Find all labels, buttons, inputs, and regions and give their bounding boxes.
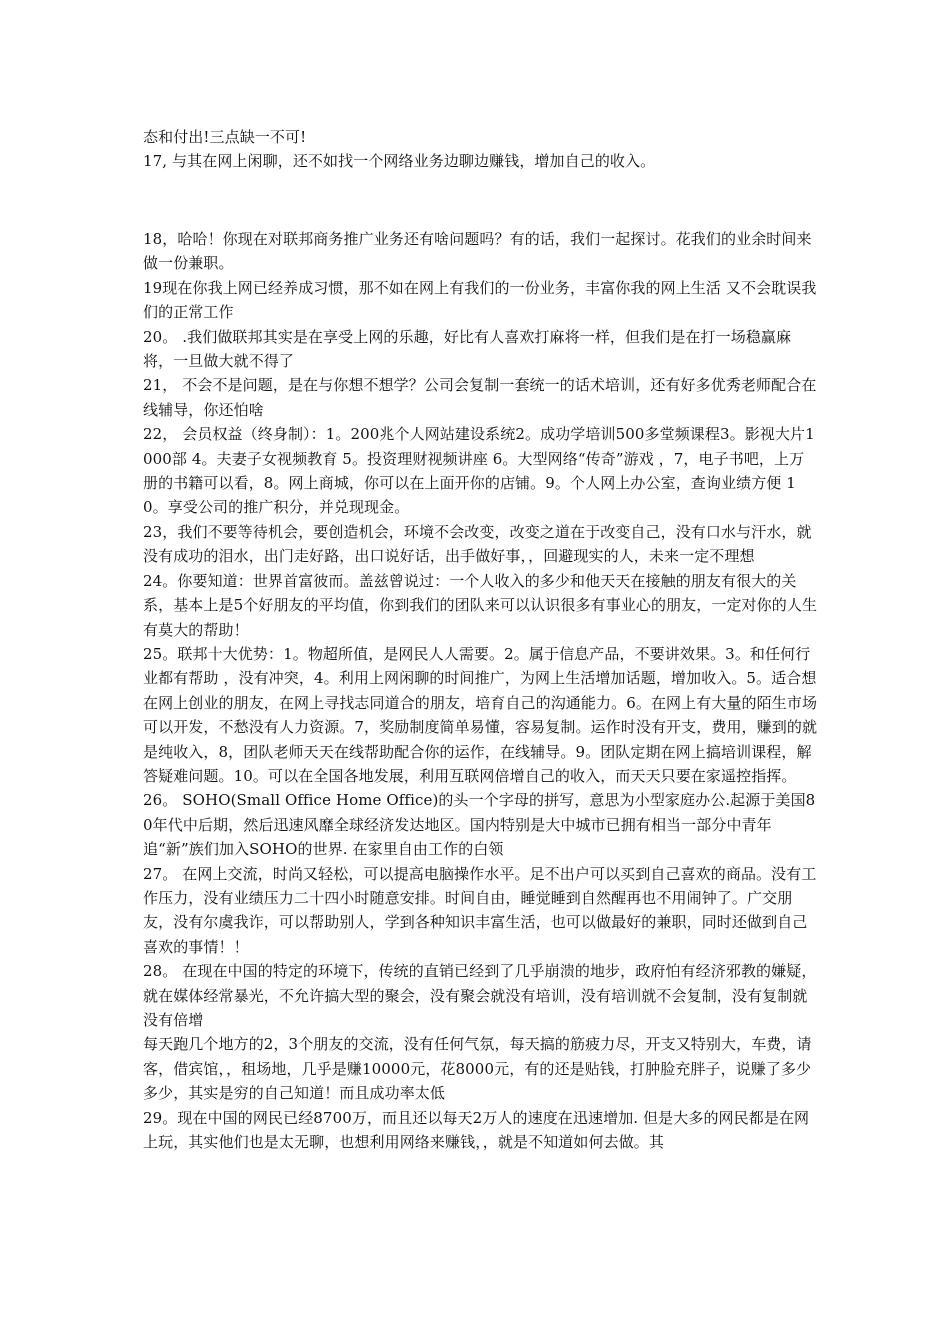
- paragraph-17: 17, 与其在网上闲聊，还不如找一个网络业务边聊边赚钱，增加自己的收入。: [143, 152, 656, 171]
- paragraph-22: 22， 会员权益（终身制）：1。200兆个人网站建设系统2。成功学培训500多堂频课程3。影视大片1000部 4。夫妻子女视频教育 5。投资理财视频讲座 6。大型网络“传奇”游戏 ，7，电子书吧，上万册的书籍可以看，8。网上商城，你可以在上面开你的店铺。9。个人网上办公室，查询业绩方便 10。享受公司的推广积分，并兑现现金。: [143, 425, 815, 517]
- paragraph-23: 23，我们不要等待机会，要创造机会，环境不会改变，改变之道在于改变自己，没有口水与汗水，就没有成功的泪水，出门走好路，出口说好话，出手做好事，，回避现实的人，未来一定不理想: [143, 522, 812, 566]
- paragraph-18: 18，哈哈！你现在对联邦商务推广业务还有啥问题吗？有的话，我们一起探讨。花我们的业余时间来做一份兼职。: [143, 230, 812, 273]
- paragraph-24: 24。你要知道：世界首富彼而。盖兹曾说过：一个人收入的多少和他天天在接触的朋友有很大的关系，基本上是5个好朋友的平均值，你到我们的团队来可以认识很多有事业心的朋友，一定对你的人生有莫大的帮助！: [143, 571, 818, 639]
- paragraph-21: 21， 不会不是问题，是在与你想不想学？公司会复制一套统一的话术培训，还有好多优秀老师配合在线辅导，你还怕啥: [143, 376, 817, 419]
- paragraph-29: 29。现在中国的网民已经8700万，而且还以每天2万人的速度在迅速增加. 但是大多的网民都是在网上玩，其实他们也是太无聊，也想利用网络来赚钱，，就是不知道如何去做。其: [143, 1108, 810, 1152]
- top-text-block: [143, 125, 818, 174]
- paragraph-25: 25。联邦十大优势：1。物超所值，是网民人人需要。2。属于信息产品，不要讲效果。3。和任何行业都有帮助 ，没有冲突，4。利用上网闲聊的时间推广，为网上生活增加话题，增加收入。5。适合想在网上创业的朋友，在网上寻找志同道合的朋友，培育自己的沟通能力。6。在网上有大量的陌生市场可以开发，不愁没有人力资源。7，奖励制度简单易懂，容易复制。运作时没有开支，费用，赚到的就是纯收入，8，团队老师天天在线帮助配合你的运作，在线辅导。9。团队定期在网上搞培训课程，解答疑难问题。10。可以在全国各地发展，利用互联网倍增自己的收入，而天天只要在家遥控指挥。: [143, 644, 818, 785]
- paragraph-continuation: 态和付出!三点缺一不可!: [143, 128, 307, 146]
- paragraph-20: 20。 .我们做联邦其实是在享受上网的乐趣，好比有人喜欢打麻将一样，但我们是在打一场稳赢麻将，一旦做大就不得了: [143, 327, 792, 371]
- paragraph-28-continued: 每天跑几个地方的2，3个朋友的交流，没有任何气氛，每天搞的筋疲力尽，开支又特别大，车费，请客，借宾馆，，租场地，几乎是赚10000元，花8000元，有的还是贴钱，打肿脸充胖子，说赚了多少多少，其实是穷的自己知道！而且成功率太低: [143, 1035, 812, 1103]
- paragraph-26: 26。 SOHO(Small Office Home Office)的头一个字母的拼写，意思为小型家庭办公.起源于美国80年代中后期，然后迅速风靡全球经济发达地区。国内特别是大中城市已拥有相当一部分中青年追“新”族们加入SOHO的世界. 在家里自由工作的白领: [143, 791, 816, 859]
- paragraph-19: 19现在你我上网已经养成习惯，那不如在网上有我们的一份业务，丰富你我的网上生活 又不会耽误我们的正常工作: [143, 278, 817, 322]
- paragraph-27: 27。 在网上交流，时尚又轻松，可以提高电脑操作水平。足不出户可以买到自己喜欢的商品。没有工作压力，没有业绩压力二十四小时随意安排。时间自由，睡觉睡到自然醒再也不用闹钟了。广交朋友，没有尔虞我诈，可以帮助别人，学到各种知识丰富生活，也可以做最好的兼职，同时还做到自己喜欢的事情！！: [143, 864, 817, 956]
- paragraph-28: 28。 在现在中国的特定的环境下，传统的直销已经到了几乎崩溃的地步，政府怕有经济邪教的嫌疑，就在媒体经常暴光，不允许搞大型的聚会，没有聚会就没有培训，没有培训就不会复制，没有复制就没有倍增: [143, 962, 817, 1029]
- main-text-block: [143, 227, 818, 1154]
